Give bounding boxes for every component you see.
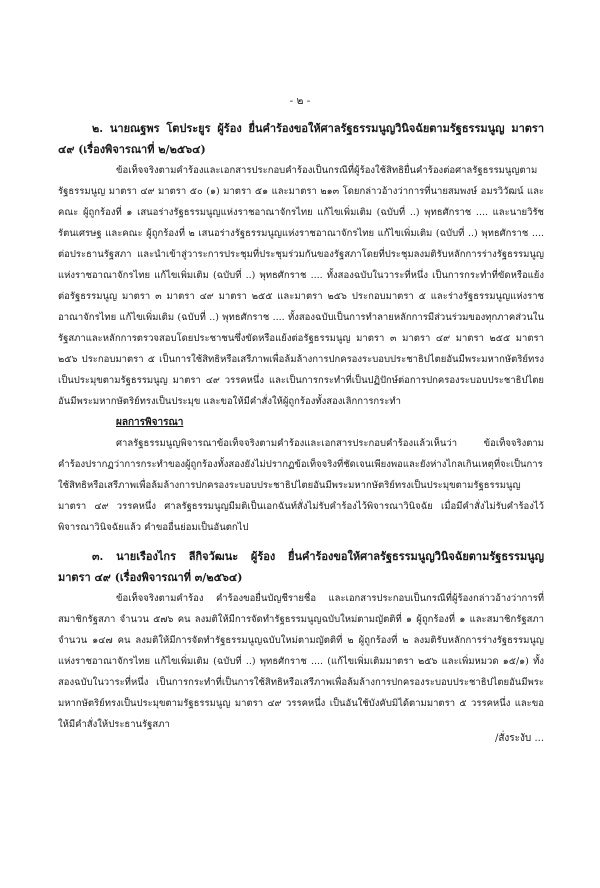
- section-2-result: ศาลรัฐธรรมนูญพิจารณาข้อเท็จจริงตามคำร้องและเอกสารประกอบคำร้องแล้วเห็นว่า ข้อเท็จจริงตามคำร้องปรากฏว่าการกระทำของผู้ถูกร้องทั้งสองยังไม่ปรากฏข้อเท็จจริงที่ชัดเจนเพียงพอและยังห่างไกลเกินเหตุที่จะเป็นการใช้สิทธิหรือเสรีภาพเพื่อล้มล้างการปกครองระบอบประชาธิปไตยอันมีพระมหากษัตริย์ทรงเป็นประมุขตามรัฐธรรมนูญ มาตรา ๔๙ วรรคหนึ่ง ศาลรัฐธรรมนูญมีมติเป็นเอกฉันท์สั่งไม่รับคำร้องไว้พิจารณาวินิจฉัย เมื่อมีคำสั่งไม่รับคำร้องไว้พิจารณาวินิจฉัยแล้ว คำขออื่นย่อมเป็นอันตกไป: [58, 438, 544, 533]
- section-2-heading: [58, 118, 544, 160]
- document-body: [58, 116, 544, 744]
- section-2-facts: ข้อเท็จจริงตามคำร้องและเอกสารประกอบคำร้องเป็นกรณีที่ผู้ร้องใช้สิทธิยื่นคำร้องต่อศาลรัฐธรรมนูญตามรัฐธรรมนูญ มาตรา ๔๙ มาตรา ๕๐ (๑) มาตรา ๕๑ และมาตรา ๒๑๓ โดยกล่าวอ้างว่าการที่นายสมพงษ์ อมรวิวัฒน์ และคณะ ผู้ถูกร้องที่ ๑ เสนอร่างรัฐธรรมนูญแห่งราชอาณาจักรไทย แก้ไขเพิ่มเติม (ฉบับที่ ..) พุทธศักราช .... และนายวิรัช รัตนเศรษฐ และคณะ ผู้ถูกร้องที่ ๒ เสนอร่างรัฐธรรมนูญแห่งราชอาณาจักรไทย แก้ไขเพิ่มเติม (ฉบับที่ ..) พุทธศักราช .... ต่อประธานรัฐสภา และนำเข้าสู่วาระการประชุมที่ประชุมร่วมกันของรัฐสภาโดยที่ประชุมลงมติรับหลักการร่างรัฐธรรมนูญแห่งราชอาณาจักรไทย แก้ไขเพิ่มเติม (ฉบับที่ ..) พุทธศักราช .... ทั้งสองฉบับในวาระที่หนึ่ง เป็นการกระทำที่ขัดหรือแย้งต่อรัฐธรรมนูญ มาตรา ๓ มาตรา ๔๙ มาตรา ๒๕๕ และมาตรา ๒๕๖ ประกอบมาตรา ๕ และร่างรัฐธรรมนูญแห่งราชอาณาจักรไทย แก้ไขเพิ่มเติม (ฉบับที่ ..) พุทธศักราช .... ทั้งสองฉบับเป็นการทำลายหลักการมีส่วนร่วมของทุกภาคส่วนในรัฐสภาและหลักการตรวจสอบโดยประชาชนซึ่งขัดหรือแย้งต่อรัฐธรรมนูญ มาตรา ๓ มาตรา ๔๙ มาตรา ๒๕๕ มาตรา ๒๕๖ ประกอบมาตรา ๕ เป็นการใช้สิทธิหรือเสรีภาพเพื่อล้มล้างการปกครองระบอบประชาธิปไตยอันมีพระมหากษัตริย์ทรงเป็นประมุขตามรัฐธรรมนูญ มาตรา ๔๙ วรรคหนึ่ง และเป็นการกระทำที่เป็นปฏิปักษ์ต่อการปกครองระบอบประชาธิปไตยอันมีพระมหากษัตริย์ทรงเป็นประมุข และขอให้มีคำสั่งให้ผู้ถูกร้องทั้งสองเลิกการกระทำ: [58, 165, 544, 407]
- section-2-result-label: ผลการพิจารณา: [116, 417, 184, 428]
- section-3-heading: [58, 546, 544, 588]
- section-2-heading-text: ๒. นายณฐพร โตประยูร ผู้ร้อง ยื่นคำร้องขอให้ศาลรัฐธรรมนูญวินิจฉัยตามรัฐธรรมนูญ มาตรา ๔๙ (เรื่องพิจารณาที่ ๒/๒๕๖๔): [58, 122, 544, 156]
- section-3-heading-text: ๓. นายเรืองไกร ลีกิจวัฒนะ ผู้ร้อง ยื่นคำร้องขอให้ศาลรัฐธรรมนูญวินิจฉัยตามรัฐธรรมนูญ มาตรา ๔๙ (เรื่องพิจารณาที่ ๓/๒๕๖๔): [58, 550, 544, 584]
- page-number: - ๒ -: [289, 95, 311, 107]
- continuation-reference: /สั่งระงับ ...: [494, 733, 544, 744]
- section-3-facts: ข้อเท็จจริงตามคำร้อง คำร้องขอยื่นบัญชีรายชื่อ และเอกสารประกอบเป็นกรณีที่ผู้ร้องกล่าวอ้างว่าการที่สมาชิกรัฐสภา จำนวน ๕๗๖ คน ลงมติให้มีการจัดทำรัฐธรรมนูญฉบับใหม่ตามญัตติที่ ๑ ผู้ถูกร้องที่ ๑ และสมาชิกรัฐสภา จำนวน ๑๔๗ คน ลงมติให้มีการจัดทำรัฐธรรมนูญฉบับใหม่ตามญัตติที่ ๒ ผู้ถูกร้องที่ ๒ ลงมติรับหลักการร่างรัฐธรรมนูญแห่งราชอาณาจักรไทย แก้ไขเพิ่มเติม (ฉบับที่ ..) พุทธศักราช .... (แก้ไขเพิ่มเติมมาตรา ๒๕๖ และเพิ่มหมวด ๑๕/๑) ทั้งสองฉบับในวาระที่หนึ่ง เป็นการกระทำที่เป็นการใช้สิทธิหรือเสรีภาพเพื่อล้มล้างการปกครองระบอบประชาธิปไตยอันมีพระมหากษัตริย์ทรงเป็นประมุขตามรัฐธรรมนูญ มาตรา ๔๙ วรรคหนึ่ง เป็นอันใช้บังคับมิได้ตามมาตรา ๕ วรรคหนึ่ง และขอให้มีคำสั่งให้ประธานรัฐสภา: [58, 593, 544, 730]
